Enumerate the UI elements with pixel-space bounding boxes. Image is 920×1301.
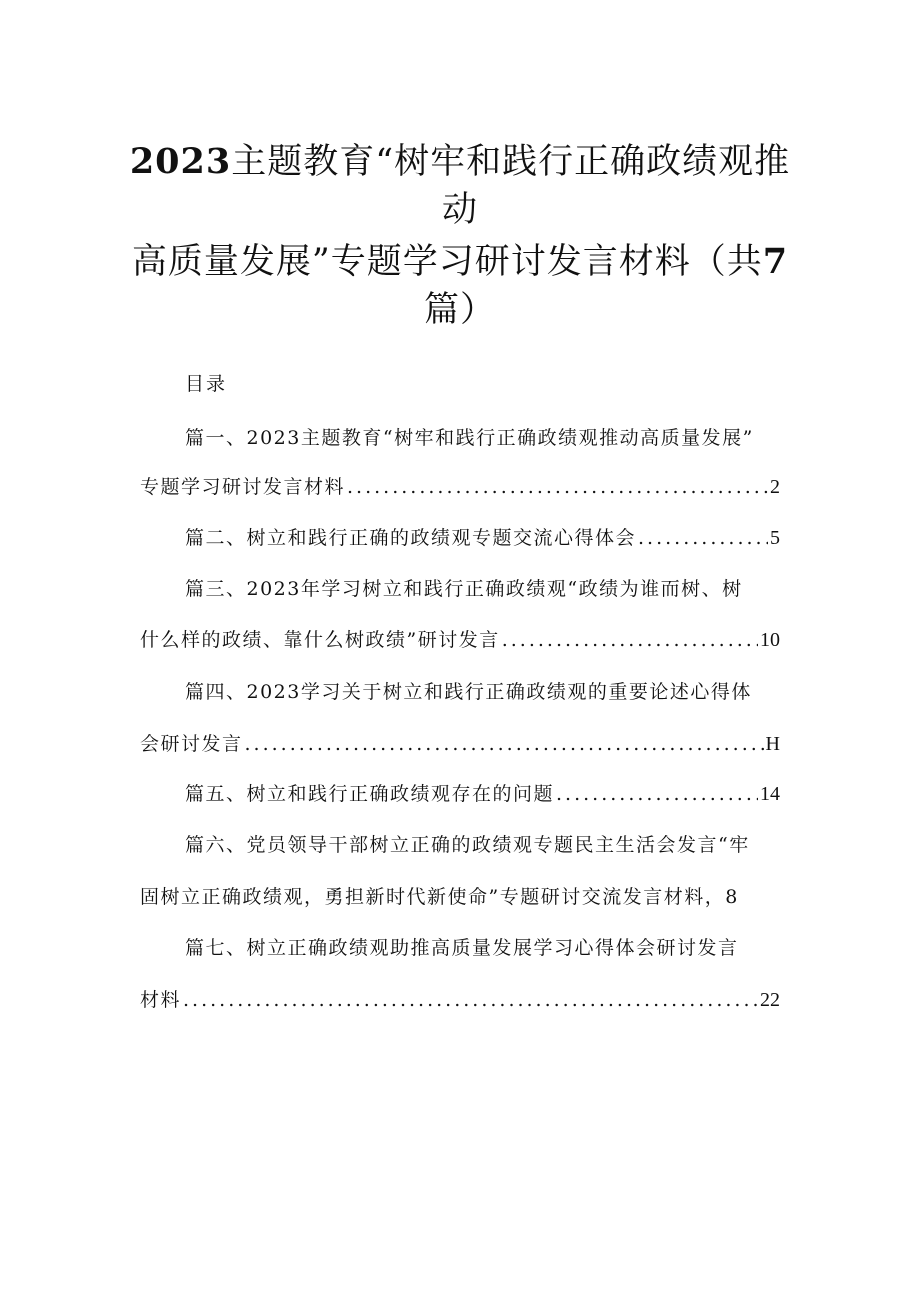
toc-entry-7-line-1: 篇七、树立正确政绩观助推高质量发展学习心得体会研讨发言 [185, 937, 739, 959]
toc-entry-5-title: 篇五、树立和践行正确政绩观存在的问题 [185, 783, 555, 805]
toc-entry-4-link[interactable] [140, 731, 780, 757]
toc-entry-1-link[interactable] [140, 474, 780, 500]
toc-entry-1-title: 专题学习研讨发言材料 [140, 476, 346, 498]
toc-entry-3-link[interactable] [140, 627, 780, 653]
title-line-1 [120, 140, 800, 184]
toc-entry-7-title: 材料 [140, 989, 182, 1011]
toc-entry-6-line-1: 篇六、党员领导干部树立正确的政绩观专题民主生活会发言“牢 [185, 834, 750, 856]
title-text-1: 主题教育“树牢和践行正确政绩观推 [231, 142, 791, 182]
toc-entry-5-link[interactable] [185, 781, 780, 807]
title-text-3: 高质量发展”专题学习研讨发言材料（共 [131, 242, 763, 282]
toc-entry-6-link[interactable]: 固树立正确政绩观，勇担新时代新使命”专题研讨交流发言材料，8 [140, 886, 739, 908]
toc-leader-dots [245, 731, 764, 757]
toc-entry-2-page: 5 [770, 527, 780, 549]
toc-entry-3-title: 什么样的政绩、靠什么树政绩”研讨发言 [140, 629, 500, 651]
toc-entry-1-line-1: 篇一、2023主题教育“树牢和践行正确政绩观推动高质量发展” [185, 427, 754, 449]
toc-entry-7-link[interactable] [140, 987, 780, 1013]
title-text-4: 篇） [423, 290, 496, 330]
toc-leader-dots [347, 474, 768, 500]
title-text-2: 动 [441, 190, 478, 230]
toc-entry-4-page: H [765, 733, 780, 755]
title-year: 2023 [129, 141, 232, 182]
toc-entry-4-line-1: 篇四、2023学习关于树立和践行正确政绩观的重要论述心得体 [185, 681, 752, 703]
toc-entry-2-title: 篇二、树立和践行正确的政绩观专题交流心得体会 [185, 527, 637, 549]
toc-entry-4-title: 会研讨发言 [140, 733, 243, 755]
title-count: 7 [762, 241, 789, 282]
toc-entry-7-page: 22 [760, 989, 780, 1011]
toc-entry-5-page: 14 [760, 783, 780, 805]
toc-leader-dots [638, 525, 768, 551]
toc-leader-dots [502, 627, 758, 653]
toc-entry-2-link[interactable] [185, 525, 780, 551]
toc-entry-3-line-1: 篇三、2023年学习树立和践行正确政绩观“政绩为谁而树、树 [185, 578, 743, 600]
toc-leader-dots [183, 987, 758, 1013]
title-line-3 [120, 240, 800, 284]
title-line-4 [120, 288, 800, 332]
title-line-2 [120, 188, 800, 232]
toc-entry-3-page: 10 [760, 629, 780, 651]
toc-label: 目录 [185, 373, 228, 395]
toc-entry-1-page: 2 [770, 476, 780, 498]
toc-leader-dots [556, 781, 758, 807]
